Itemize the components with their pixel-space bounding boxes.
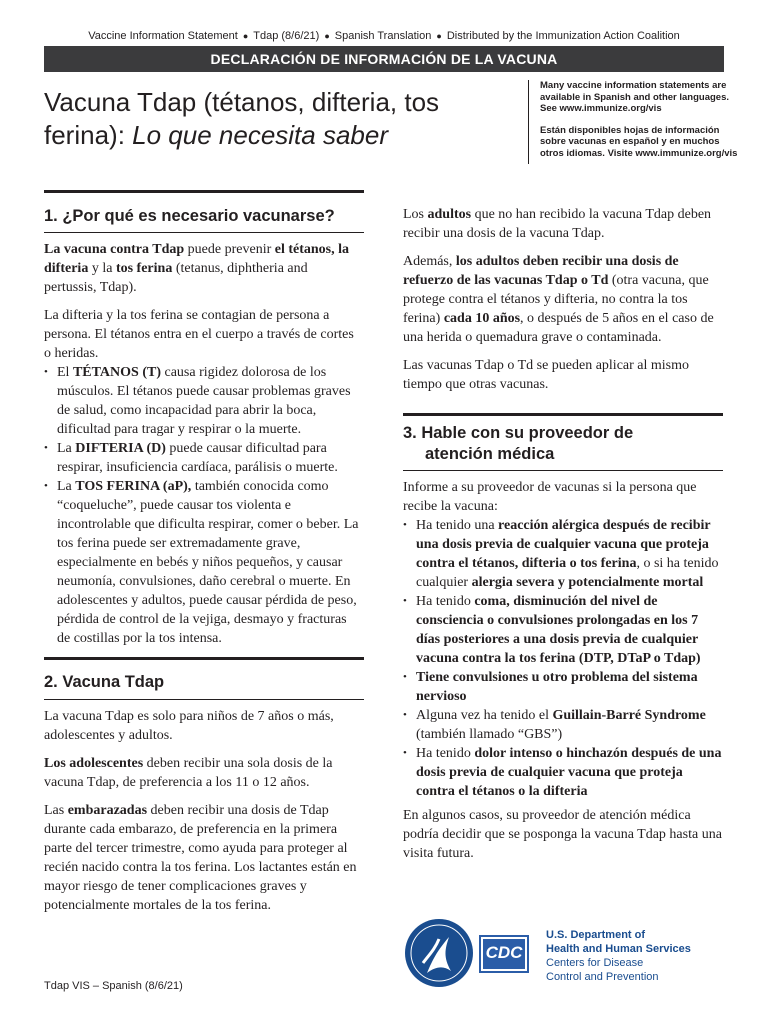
paragraph: Las vacunas Tdap o Td se pueden aplicar al mismo tiempo que otras vacunas. bbox=[403, 358, 690, 392]
sidenote-english: Many vaccine information statements are available in Spanish and other languages. See www.immunize.org/vis bbox=[540, 80, 729, 114]
section-1-heading: 1. ¿Por qué es necesario vacunarse? bbox=[44, 207, 335, 225]
meta-item: Vaccine Information Statement bbox=[88, 30, 238, 42]
list-item: • Tiene convulsiones u otro problema del sistema nervioso bbox=[403, 668, 723, 706]
section-3-heading: 3. Hable con su proveedor de atención médica bbox=[403, 424, 634, 463]
meta-item: Spanish Translation bbox=[334, 30, 432, 42]
paragraph: Los adolescentes deben recibir una sola dosis de la vacuna Tdap, de preferencia a los 11 o 12 años. bbox=[44, 756, 333, 790]
page-title bbox=[44, 86, 524, 152]
section-divider bbox=[44, 232, 364, 233]
agency-logos bbox=[403, 915, 533, 995]
section-2-body-left bbox=[44, 707, 362, 915]
paragraph: Informe a su proveedor de vacunas si la persona que recibe la vacuna: bbox=[403, 480, 697, 514]
list-item: • Ha tenido una reacción alérgica después de recibir una dosis previa de cualquier vacuna que proteja contra el tétanos, difteria o tos ferina, o si ha tenido cualquier alergia severa y potencialmente mortal bbox=[403, 516, 723, 592]
paragraph: La difteria y la tos ferina se contagian de persona a persona. El tétanos entra en el cuerpo a través de cortes o heridas. bbox=[44, 308, 354, 361]
section-divider bbox=[403, 470, 723, 471]
list-item: • El TÉTANOS (T) causa rigidez dolorosa de los músculos. El tétanos puede causar problemas graves de salud, como incapacidad para abrir la boca, dificultad para tragar y respirar o la muerte. bbox=[44, 363, 362, 439]
paragraph: En algunos casos, su proveedor de atención médica podría decidir que se posponga la vacuna Tdap hasta una visita futura. bbox=[403, 808, 722, 861]
title-subtitle: Lo que necesita saber bbox=[132, 120, 389, 150]
section-rule bbox=[44, 190, 364, 193]
section-rule bbox=[403, 413, 723, 416]
section-rule bbox=[44, 657, 364, 660]
list-item: • Alguna vez ha tenido el Guillain-Barré Syndrome (también llamado “GBS”) bbox=[403, 706, 723, 744]
header-meta-line: Vaccine Information Statement ● Tdap (8/6/21) ● Spanish Translation ● Distributed by the Immunization Action Coalition bbox=[88, 30, 680, 42]
title-main: Vacuna Tdap (tétanos, difteria, tos ferina): bbox=[44, 87, 440, 150]
paragraph: La vacuna Tdap es solo para niños de 7 años o más, adolescentes y adultos. bbox=[44, 709, 334, 743]
cdc-logo-icon bbox=[479, 935, 529, 973]
paragraph: Las embarazadas deben recibir una dosis de Tdap durante cada embarazo, de preferencia en la primera parte del tercer trimestre, como ayuda para proteger al recién nacido contra la tos ferina. Los lactantes están en mayor riesgo de tener complicaciones graves y potencialmente mortales de la tos ferina. bbox=[44, 803, 357, 913]
footer-label: Tdap VIS – Spanish (8/6/21) bbox=[44, 980, 183, 992]
disease-list bbox=[44, 363, 362, 648]
list-item: • Ha tenido dolor intenso o hinchazón después de una dosis previa de cualquier vacuna que proteja contra el tétanos o la difteria bbox=[403, 744, 723, 801]
section-2-body-right bbox=[403, 205, 723, 394]
paragraph: Los adultos que no han recibido la vacuna Tdap deben recibir una dosis de la vacuna Tdap. bbox=[403, 207, 712, 241]
cdc-logo-text: CDC bbox=[485, 943, 523, 962]
section-2-heading: 2. Vacuna Tdap bbox=[44, 673, 165, 691]
list-item: • La DIFTERIA (D) puede causar dificultad para respirar, insuficiencia cardíaca, parálisis o muerte. bbox=[44, 439, 362, 477]
sidenote-spanish: Están disponibles hojas de información sobre vacunas en español y en muchos otros idiomas. Visite www.immunize.org/vis bbox=[540, 124, 738, 159]
sidenote-divider bbox=[528, 80, 529, 164]
section-3-body bbox=[403, 478, 723, 863]
language-sidenote bbox=[540, 80, 740, 159]
paragraph: Además, los adultos deben recibir una dosis de refuerzo de las vacunas Tdap o Td (otra vacuna, que protege contra el tétanos y difteria, no contra la tos ferina) cada 10 años, o después de 5 años en el caso de una herida o quemadura grave o contaminada. bbox=[403, 254, 714, 345]
list-item: • La TOS FERINA (aP), también conocida como “coqueluche”, puede causar tos violenta e incontrolable que dificulta respirar, comer o beber. La tos ferina puede ser extremadamente grave, especialmente en bebés y niños pequeños, y causar neumonía, convulsiones, daño cerebral o muerte. En adolescentes y adultos, puede causar pérdida de peso, pérdida de control de la vejiga, desmayo y fracturas de costillas por la tos intensa. bbox=[44, 477, 362, 648]
precaution-list bbox=[403, 516, 723, 801]
section-1-body bbox=[44, 240, 362, 648]
meta-item: Tdap (8/6/21) bbox=[253, 30, 320, 42]
list-item: • Ha tenido coma, disminución del nivel de consciencia o convulsiones prolongadas en los 7 días posteriores a una dosis previa de cualquier vacuna contra la tos ferina (DTP, DTaP o Tdap) bbox=[403, 592, 723, 668]
paragraph: La vacuna contra Tdap puede prevenir el tétanos, la difteria y la tos ferina (tetanus, diphtheria and pertussis, Tdap). bbox=[44, 242, 350, 295]
document-type-banner: DECLARACIÓN DE INFORMACIÓN DE LA VACUNA bbox=[44, 46, 724, 72]
agency-name: U.S. Department of Health and Human Services Centers for Disease Control and Prevention bbox=[546, 929, 691, 983]
meta-item: Distributed by the Immunization Action Coalition bbox=[446, 30, 680, 42]
section-divider bbox=[44, 699, 364, 700]
